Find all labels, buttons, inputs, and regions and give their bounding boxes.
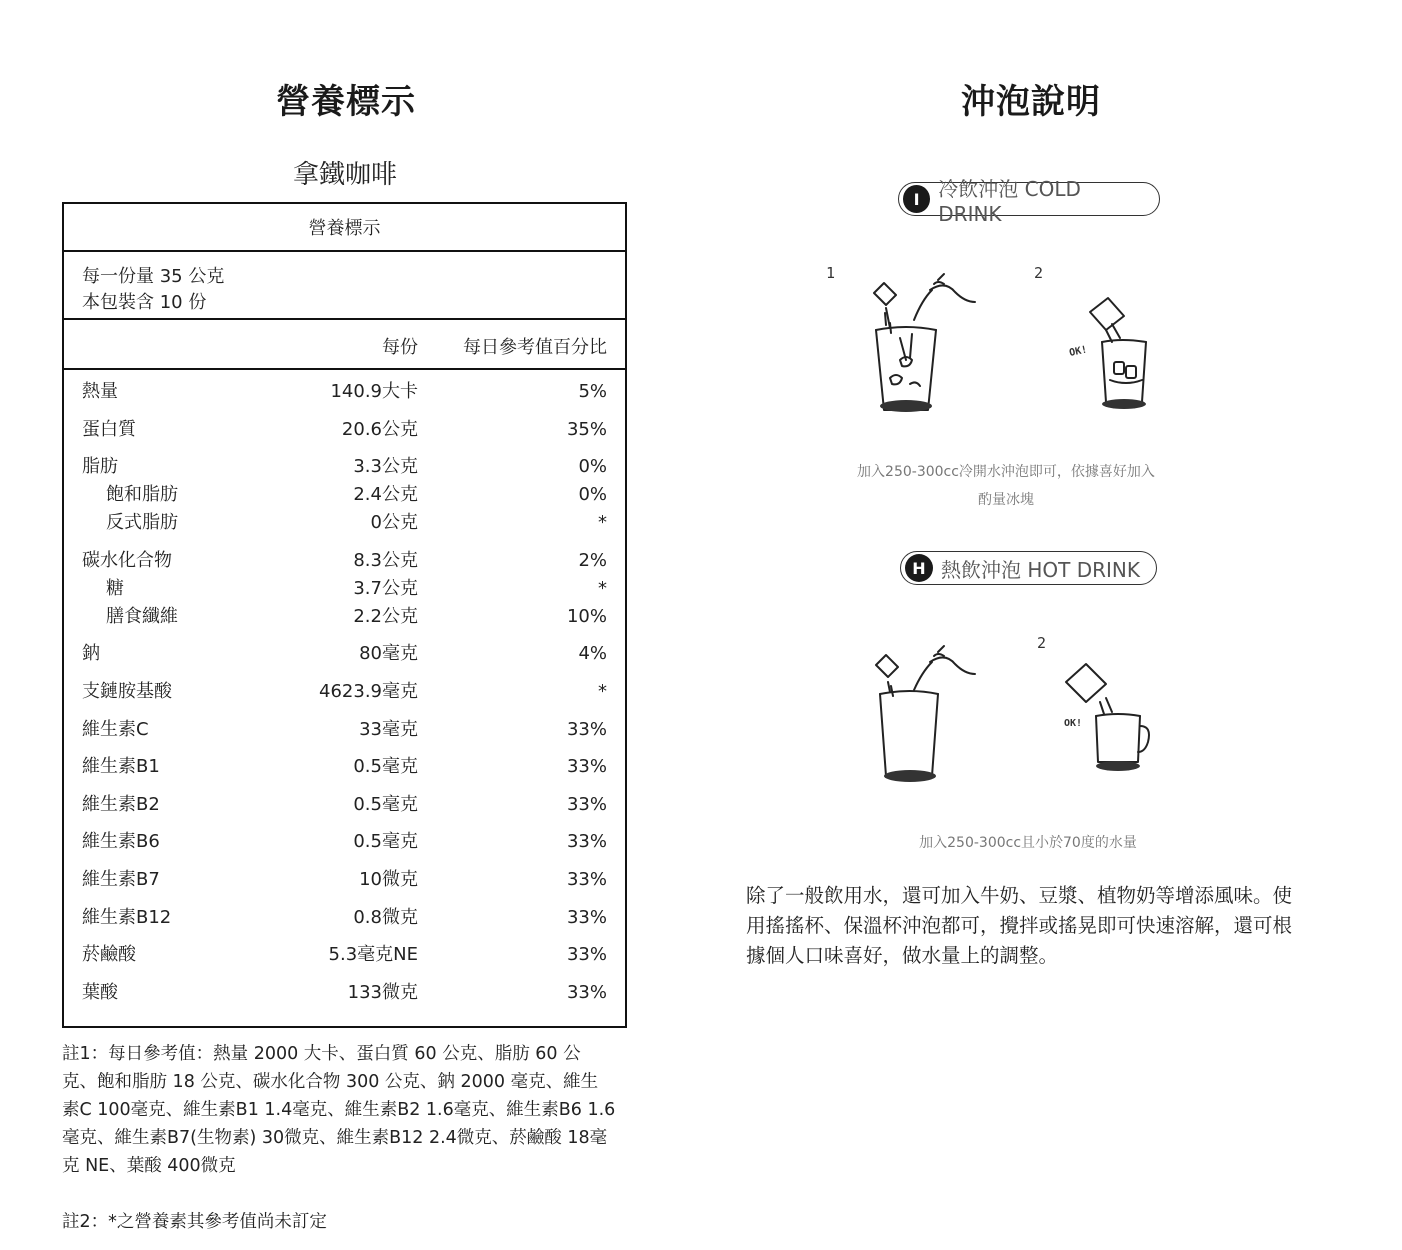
cold-drink-badge [898, 176, 1160, 226]
nutrient-amount: 0.8微克 [353, 906, 418, 928]
nutrient-line [64, 603, 625, 631]
nutrient-line [64, 575, 625, 603]
nutrient-daily-percent: 0% [578, 484, 607, 506]
hot-step-2-number: 2 [1037, 634, 1047, 652]
nutrient-daily-percent: 35% [566, 418, 607, 440]
nutrient-line [64, 979, 625, 1007]
nutrient-daily-percent: 5% [578, 381, 607, 402]
hot-drink-icon: H [905, 554, 933, 582]
nutrient-daily-percent: 33% [566, 718, 607, 740]
nutrient-line [64, 828, 625, 856]
nutrient-name: 維生素B6 [82, 831, 160, 853]
nutrient-daily-percent: 4% [578, 643, 607, 665]
cold-step-2-number: 2 [1034, 264, 1044, 282]
hot-drink-caption: 加入250-300cc且小於70度的水量 [919, 835, 1137, 851]
hot-drink-badge [900, 551, 1157, 585]
nutrient-amount: 2.2公克 [353, 605, 418, 627]
nutrition-row [64, 640, 625, 668]
hot-ok-text: OK! [1064, 718, 1083, 729]
nutrient-daily-percent: 33% [566, 756, 607, 778]
nutrient-amount: 0.5毫克 [353, 831, 418, 853]
description-line: 據個人口味喜好，做水量上的調整。 [746, 944, 1059, 967]
nutrient-amount: 4623.9毫克 [319, 680, 418, 702]
nutrient-daily-percent: 33% [566, 868, 607, 890]
nutrition-row [64, 678, 625, 706]
hot-step-2-illustration [1062, 660, 1162, 780]
nutrition-section-heading [272, 74, 420, 123]
cold-step-2-illustration [1066, 294, 1156, 414]
brewing-section-heading-text: 沖泡說明 [961, 82, 1101, 122]
nutrient-name: 膳食纖維 [106, 605, 178, 627]
nutrient-name: 脂肪 [82, 456, 118, 478]
serving-size: 每一份量 35 公克 [82, 266, 225, 287]
nutrition-row [64, 791, 625, 819]
nutrient-amount: 8.3公克 [353, 549, 418, 571]
nutrient-amount: 20.6公克 [341, 418, 418, 440]
nutrient-amount: 3.7公克 [353, 577, 418, 599]
nutrient-amount: 10微克 [359, 868, 418, 890]
nutrient-name: 支鏈胺基酸 [82, 680, 172, 702]
nutrient-amount: 2.4公克 [353, 484, 418, 506]
nutrition-row [64, 716, 625, 744]
cold-step-1-number: 1 [826, 264, 836, 282]
note-1-line: 克、飽和脂肪 18 公克、碳水化合物 300 公克、鈉 2000 毫克、維生 [62, 1072, 599, 1092]
nutrient-name: 葉酸 [82, 981, 118, 1003]
nutrient-name: 蛋白質 [82, 418, 136, 440]
nutrient-daily-percent: 33% [566, 981, 607, 1003]
cold-caption-line-1: 加入250-300cc冷開水沖泡即可，依據喜好加入 [857, 464, 1155, 480]
nutrient-amount: 0.5毫克 [353, 793, 418, 815]
nutrient-line [64, 416, 625, 444]
nutrient-line [64, 753, 625, 781]
description-line: 用搖搖杯、保溫杯沖泡都可，攪拌或搖晃即可快速溶解，還可根 [746, 914, 1293, 937]
nutrient-name: 維生素B1 [82, 756, 160, 778]
nutrient-daily-percent: * [598, 512, 607, 534]
nutrition-table [62, 202, 627, 1028]
nutrition-row [64, 828, 625, 856]
note-1-line: 克 NE、葉酸 400微克 [62, 1156, 236, 1176]
nutrient-name: 維生素B12 [82, 906, 172, 928]
nutrition-column-header [64, 320, 625, 370]
note-1-line: 毫克、維生素B7(生物素) 30微克、維生素B12 2.4微克、菸鹼酸 18毫 [62, 1128, 608, 1148]
nutrient-line [64, 716, 625, 744]
nutrient-line [64, 378, 625, 406]
nutrient-name: 糖 [106, 577, 124, 599]
product-name: 拿鐵咖啡 [292, 160, 397, 190]
serving-info [64, 252, 625, 320]
nutrient-amount: 33毫克 [359, 718, 418, 740]
nutrient-daily-percent: * [598, 577, 607, 599]
nutrient-daily-percent: 10% [566, 605, 607, 627]
nutrition-row [64, 904, 625, 932]
nutrient-daily-percent: 2% [578, 549, 607, 571]
cold-step-1-illustration [860, 268, 990, 418]
nutrient-daily-percent: 33% [566, 793, 607, 815]
cold-drink-caption [838, 458, 1174, 514]
servings-per-pack: 本包裝含 10 份 [82, 292, 207, 313]
nutrient-amount: 80毫克 [359, 643, 418, 665]
nutrient-amount: 140.9大卡 [330, 381, 418, 402]
nutrient-line [64, 481, 625, 509]
nutrient-line [64, 904, 625, 932]
nutrient-amount: 0.5毫克 [353, 756, 418, 778]
nutrient-name: 維生素B2 [82, 793, 160, 815]
per-serving-header: 每份 [382, 337, 418, 358]
brewing-section-heading [957, 74, 1105, 123]
nutrient-amount: 5.3毫克NE [328, 944, 418, 966]
nutrient-daily-percent: 33% [566, 906, 607, 928]
note-1-line: 註1：每日參考值：熱量 2000 大卡、蛋白質 60 公克、脂肪 60 公 [62, 1044, 581, 1064]
nutrition-row [64, 979, 625, 1007]
nutrition-section-heading-text: 營養標示 [276, 82, 416, 122]
nutrient-line [64, 791, 625, 819]
cold-caption-line-2: 酌量冰塊 [978, 492, 1034, 508]
nutrient-amount: 133微克 [347, 981, 418, 1003]
nutrient-amount: 0公克 [370, 512, 418, 534]
nutrition-row [64, 378, 625, 406]
nutrient-line [64, 640, 625, 668]
note-1-line: 素C 100毫克、維生素B1 1.4毫克、維生素B2 1.6毫克、維生素B6 1.6 [62, 1100, 616, 1120]
description-line: 除了一般飲用水，還可加入牛奶、豆漿、植物奶等增添風味。使 [746, 884, 1293, 907]
nutrient-line [64, 509, 625, 537]
nutrient-daily-percent: 33% [566, 831, 607, 853]
nutrient-daily-percent: 33% [566, 944, 607, 966]
daily-percent-header: 每日參考值百分比 [463, 337, 607, 358]
nutrient-line [64, 866, 625, 894]
note-1 [62, 1040, 632, 1180]
cold-drink-label: 冷飲沖泡 COLD DRINK [938, 176, 1081, 226]
nutrient-daily-percent: 0% [578, 456, 607, 478]
hot-step-1-illustration [864, 640, 994, 790]
nutrition-row [64, 866, 625, 894]
nutrition-row [64, 416, 625, 444]
nutrition-table-title: 營養標示 [64, 204, 625, 252]
nutrient-line [64, 453, 625, 481]
nutrient-line [64, 678, 625, 706]
nutrition-rows [64, 370, 625, 1007]
nutrient-amount: 3.3公克 [353, 456, 418, 478]
hot-drink-label: 熱飲沖泡 HOT DRINK [941, 557, 1140, 582]
cold-ok-text: OK! [1068, 344, 1089, 359]
nutrient-name: 維生素B7 [82, 868, 160, 890]
nutrition-row [64, 453, 625, 537]
brewing-description [746, 881, 1316, 971]
nutrient-line [64, 941, 625, 969]
nutrient-name: 熱量 [82, 381, 118, 402]
nutrient-name: 反式脂肪 [106, 512, 178, 534]
nutrient-name: 鈉 [82, 643, 100, 665]
nutrition-row [64, 547, 625, 631]
nutrient-name: 飽和脂肪 [106, 484, 178, 506]
nutrition-row [64, 753, 625, 781]
nutrient-name: 維生素C [82, 718, 149, 740]
nutrition-row [64, 941, 625, 969]
nutrient-name: 菸鹼酸 [82, 944, 136, 966]
nutrient-name: 碳水化合物 [82, 549, 172, 571]
nutrient-line [64, 547, 625, 575]
note-2: 註2：*之營養素其參考值尚未訂定 [62, 1212, 327, 1232]
nutrient-daily-percent: * [598, 680, 607, 702]
cold-drink-icon: I [903, 185, 930, 213]
